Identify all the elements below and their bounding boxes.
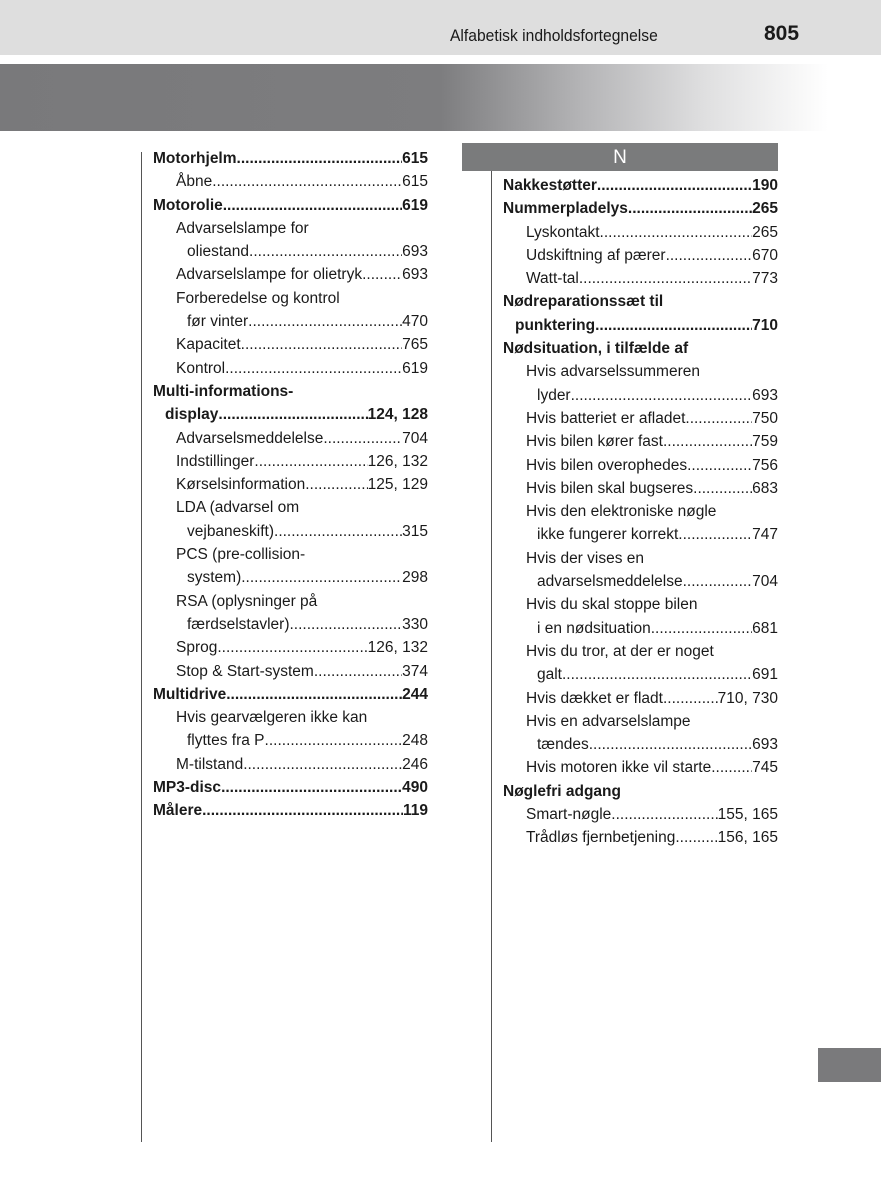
index-entry — [153, 729, 428, 752]
index-entry — [503, 430, 778, 453]
entry-term: RSA (oplysninger på — [176, 592, 318, 610]
entry-term: Kontrol — [176, 359, 226, 377]
entry-page: 126, 132 — [367, 452, 428, 470]
entry-term: system) — [187, 569, 242, 587]
dot-leader — [314, 660, 402, 683]
index-entry — [503, 780, 778, 803]
dot-leader — [562, 663, 752, 686]
entry-term: Watt-tal — [526, 270, 579, 288]
entry-page: 156, 165 — [717, 829, 778, 847]
entry-term: punktering — [515, 316, 596, 334]
entry-page: 670 — [752, 246, 778, 264]
index-entry — [503, 174, 778, 197]
entry-term: Motorolie — [153, 196, 223, 214]
entry-term: færdselstavler) — [187, 615, 290, 633]
index-entry — [503, 407, 778, 430]
index-column-right — [503, 174, 778, 850]
entry-term: Multi-informations- — [153, 382, 294, 400]
entry-term: Advarselslampe for olietryk — [176, 266, 363, 284]
index-entry — [503, 826, 778, 849]
entry-term: i en nødsituation — [537, 619, 651, 637]
index-entry — [503, 803, 778, 826]
entry-page: 693 — [752, 736, 778, 754]
entry-term: Advarselsmeddelelse — [176, 429, 324, 447]
page-header — [0, 0, 881, 55]
entry-term: Nøglefri adgang — [503, 782, 621, 800]
index-entry — [153, 357, 428, 380]
entry-term: før vinter — [187, 313, 249, 331]
thumb-tab — [818, 1048, 881, 1082]
dot-leader — [597, 174, 752, 197]
entry-term: Nødreparationssæt til — [503, 293, 664, 311]
dot-leader — [218, 403, 367, 426]
dot-leader — [237, 147, 403, 170]
dot-leader — [579, 267, 752, 290]
entry-term: Hvis den elektroniske nøgle — [526, 503, 717, 521]
entry-term: Hvis du skal stoppe bilen — [526, 596, 698, 614]
entry-term: Kørselsinformation — [176, 476, 306, 494]
dot-leader — [249, 240, 402, 263]
index-entry — [503, 617, 778, 640]
entry-term: Hvis advarselssummeren — [526, 363, 700, 381]
entry-page: 710, 730 — [717, 689, 778, 707]
entry-page: 126, 132 — [367, 639, 428, 657]
entry-term: Trådløs fjernbetjening — [526, 829, 676, 847]
entry-page: 765 — [402, 336, 428, 354]
letter-heading: N — [462, 143, 778, 171]
index-entry — [503, 523, 778, 546]
index-entry — [153, 636, 428, 659]
entry-term: Hvis en advarselslampe — [526, 712, 691, 730]
entry-term: display — [165, 406, 219, 424]
index-entry — [503, 384, 778, 407]
entry-page: 693 — [402, 243, 428, 261]
entry-term: Lyskontakt — [526, 223, 600, 241]
index-entry — [153, 566, 428, 589]
dot-leader — [254, 450, 367, 473]
dot-leader — [202, 799, 403, 822]
index-entry — [503, 360, 778, 383]
entry-page: 490 — [402, 779, 428, 797]
dot-leader — [595, 314, 752, 337]
index-entry — [153, 706, 428, 729]
dot-leader — [241, 566, 402, 589]
entry-term: Hvis bilen skal bugseres — [526, 479, 694, 497]
index-entry — [153, 403, 428, 426]
entry-term: Målere — [153, 802, 203, 820]
index-entry — [153, 683, 428, 706]
dot-leader — [248, 310, 402, 333]
entry-term: Multidrive — [153, 685, 227, 703]
dot-leader — [663, 687, 718, 710]
index-entry — [153, 496, 428, 519]
entry-term: flyttes fra P — [187, 732, 265, 750]
index-entry — [503, 267, 778, 290]
entry-page: 693 — [402, 266, 428, 284]
dot-leader — [666, 244, 753, 267]
dot-leader — [678, 523, 752, 546]
dot-leader — [600, 221, 753, 244]
index-entry — [153, 240, 428, 263]
entry-term: Sprog — [176, 639, 218, 657]
entry-page: 374 — [402, 662, 428, 680]
dot-leader — [611, 803, 717, 826]
entry-term: ikke fungerer korrekt — [537, 526, 679, 544]
entry-page: 155, 165 — [717, 806, 778, 824]
index-entry — [503, 733, 778, 756]
index-entry — [503, 710, 778, 733]
entry-term: PCS (pre-collision- — [176, 546, 306, 564]
entry-term: Hvis der vises en — [526, 549, 645, 567]
index-entry — [503, 477, 778, 500]
entry-page: 265 — [752, 200, 778, 218]
dot-leader — [225, 357, 402, 380]
entry-page: 710 — [752, 316, 778, 334]
index-entry — [153, 520, 428, 543]
entry-page: 124, 128 — [367, 406, 428, 424]
entry-term: Forberedelse og kontrol — [176, 289, 340, 307]
index-entry — [503, 640, 778, 663]
dot-leader — [685, 407, 752, 430]
index-entry — [153, 753, 428, 776]
entry-page: 470 — [402, 313, 428, 331]
dot-leader — [571, 384, 753, 407]
entry-page: 681 — [752, 619, 778, 637]
header-band — [0, 64, 881, 131]
entry-term: tændes — [537, 736, 589, 754]
entry-term: galt — [537, 666, 562, 684]
index-entry — [153, 170, 428, 193]
entry-page: 759 — [752, 433, 778, 451]
dot-leader — [223, 194, 402, 217]
entry-page: 246 — [402, 755, 428, 773]
dot-leader — [589, 733, 752, 756]
dot-leader — [265, 729, 403, 752]
dot-leader — [675, 826, 717, 849]
index-entry — [503, 221, 778, 244]
index-entry — [153, 613, 428, 636]
section-title: Alfabetisk indholdsfortegnelse — [450, 26, 658, 45]
dot-leader — [711, 756, 752, 779]
entry-page: 693 — [752, 386, 778, 404]
entry-page: 691 — [752, 666, 778, 684]
dot-leader — [226, 683, 402, 706]
entry-term: Motorhjelm — [153, 150, 237, 167]
entry-page: 704 — [752, 573, 778, 591]
entry-page: 125, 129 — [367, 476, 428, 494]
entry-page: 773 — [752, 270, 778, 288]
entry-term: Indstillinger — [176, 452, 255, 470]
entry-page: 248 — [402, 732, 428, 750]
index-entry — [153, 660, 428, 683]
index-entry — [153, 590, 428, 613]
entry-term: Advarselslampe for — [176, 219, 309, 237]
dot-leader — [212, 170, 402, 193]
dot-leader — [305, 473, 367, 496]
index-entry — [503, 570, 778, 593]
entry-page: 750 — [752, 409, 778, 427]
column-rule-right — [491, 171, 492, 1142]
entry-page: 704 — [402, 429, 428, 447]
entry-term: Hvis bilen overophedes — [526, 456, 688, 474]
index-entry — [153, 333, 428, 356]
entry-term: Hvis gearvælgeren ikke kan — [176, 709, 368, 727]
entry-term: Nummerpladelys — [503, 200, 628, 218]
entry-term: Hvis batteriet er afladet — [526, 409, 686, 427]
index-entry — [153, 380, 428, 403]
entry-term: Nødsituation, i tilfælde af — [503, 340, 689, 358]
entry-term: M-tilstand — [176, 755, 244, 773]
index-entry — [503, 314, 778, 337]
index-entry — [153, 147, 428, 170]
entry-page: 683 — [752, 479, 778, 497]
entry-term: Kapacitet — [176, 336, 241, 354]
entry-page: 615 — [402, 150, 428, 167]
entry-page: 756 — [752, 456, 778, 474]
entry-term: advarselsmeddelelse — [537, 573, 683, 591]
index-entry — [153, 287, 428, 310]
index-entry — [153, 427, 428, 450]
page-number: 805 — [764, 22, 800, 45]
entry-term: Hvis du tror, at der er noget — [526, 642, 714, 660]
entry-page: 330 — [402, 615, 428, 633]
entry-page: 747 — [752, 526, 778, 544]
column-rule-left — [141, 152, 142, 1142]
entry-term: Hvis motoren ikke vil starte — [526, 759, 712, 777]
entry-page: 619 — [402, 196, 428, 214]
entry-page: 119 — [402, 802, 428, 820]
entry-page: 745 — [752, 759, 778, 777]
entry-page: 315 — [402, 522, 428, 540]
index-entry — [503, 454, 778, 477]
index-entry — [503, 337, 778, 360]
dot-leader — [221, 776, 402, 799]
entry-term: lyder — [537, 386, 571, 404]
entry-term: Udskiftning af pærer — [526, 246, 666, 264]
index-entry — [503, 547, 778, 570]
entry-page: 298 — [402, 569, 428, 587]
dot-leader — [274, 520, 402, 543]
index-entry — [153, 776, 428, 799]
index-entry — [153, 310, 428, 333]
entry-page: 619 — [402, 359, 428, 377]
dot-leader — [323, 427, 402, 450]
index-entry — [153, 450, 428, 473]
dot-leader — [362, 263, 402, 286]
entry-term: oliestand — [187, 243, 250, 261]
dot-leader — [241, 333, 402, 356]
index-entry — [503, 756, 778, 779]
index-entry — [503, 500, 778, 523]
entry-term: MP3-disc — [153, 779, 222, 797]
entry-term: vejbaneskift) — [187, 522, 275, 540]
index-entry — [503, 197, 778, 220]
entry-term: Nakkestøtter — [503, 177, 597, 194]
index-entry — [503, 687, 778, 710]
index-entry — [153, 473, 428, 496]
dot-leader — [683, 570, 753, 593]
index-entry — [503, 663, 778, 686]
index-entry — [153, 194, 428, 217]
entry-page: 190 — [752, 177, 778, 194]
entry-page: 265 — [752, 223, 778, 241]
dot-leader — [651, 617, 752, 640]
dot-leader — [290, 613, 403, 636]
dot-leader — [687, 454, 752, 477]
dot-leader — [217, 636, 367, 659]
dot-leader — [628, 197, 752, 220]
index-column-left — [153, 147, 428, 823]
entry-term: Stop & Start-system — [176, 662, 314, 680]
entry-term: LDA (advarsel om — [176, 499, 300, 517]
index-entry — [153, 799, 428, 822]
index-entry — [503, 290, 778, 313]
entry-term: Hvis bilen kører fast — [526, 433, 663, 451]
entry-term: Smart-nøgle — [526, 806, 612, 824]
entry-page: 244 — [402, 685, 428, 703]
index-entry — [503, 593, 778, 616]
entry-page: 615 — [402, 173, 428, 191]
entry-term: Åbne — [176, 173, 213, 191]
dot-leader — [663, 430, 752, 453]
index-entry — [153, 263, 428, 286]
index-entry — [153, 217, 428, 240]
index-entry — [503, 244, 778, 267]
index-entry — [153, 543, 428, 566]
dot-leader — [693, 477, 752, 500]
dot-leader — [243, 753, 402, 776]
entry-term: Hvis dækket er fladt — [526, 689, 663, 707]
